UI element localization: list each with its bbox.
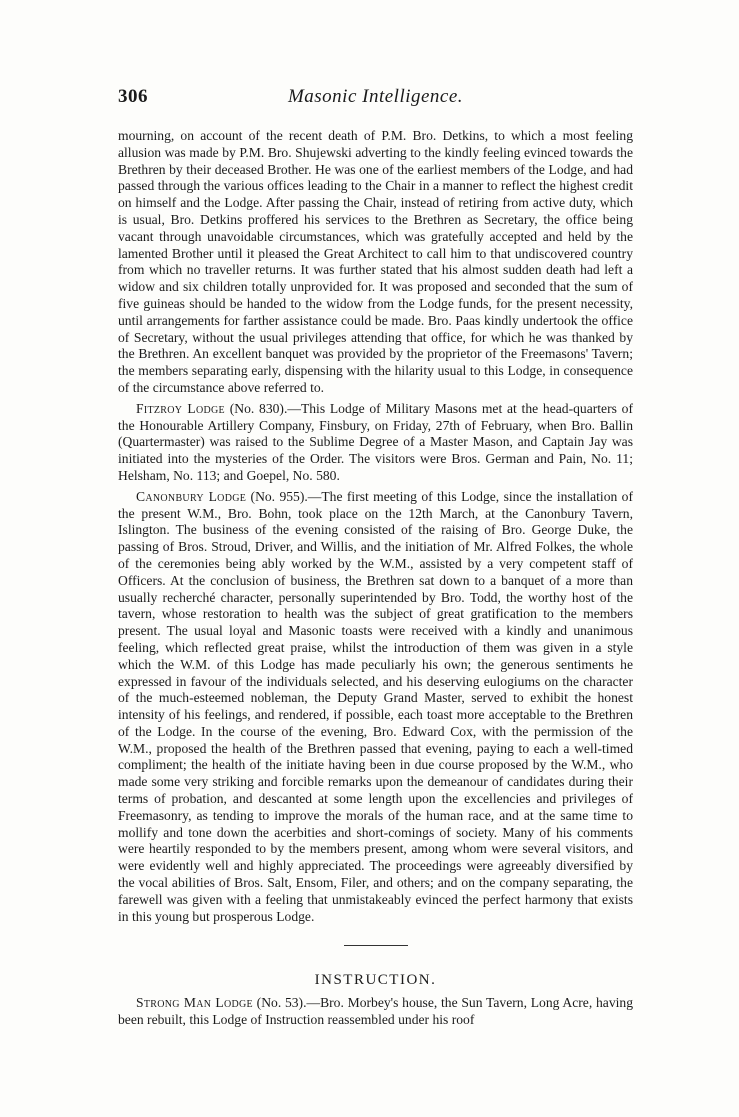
page-number: 306	[118, 86, 148, 107]
section-title: INSTRUCTION.	[314, 972, 437, 989]
paragraph-text: (No. 53).—Bro. Morbey's house, the Sun Tavern, Long Acre, having been rebuilt, this Lodge of Instruction reassembled under his roof	[118, 995, 633, 1028]
article-body	[118, 128, 633, 1033]
paragraph-canonbury-lodge	[118, 489, 633, 926]
page-header	[118, 86, 633, 112]
lodge-name: Fitzroy Lodge	[136, 400, 225, 416]
paragraph-fitzroy-lodge	[118, 401, 633, 485]
paragraph-text: (No. 830).—This Lodge of Military Masons met at the head-quarters of the Honourable Artillery Company, Finsbury, on Friday, 27th of February, when Bro. Ballin (Quartermaster) was raised to the Sublime Degree of a Master Mason, and Captain Jay was initiated into the mysteries of the Order. The visitors were Bros. German and Pain, No. 11; Helsham, No. 113; and Goepel, No. 580.	[118, 400, 633, 483]
paragraph-text: mourning, on account of the recent death of P.M. Bro. Detkins, to which a most feeling allusion was made by P.M. Bro. Shujewski adverting to the kindly feeling evinced towards the Brethren by their deceased Brother. He was one of the earliest members of the Lodge, and had passed through the various offices leading to the Chair in a manner to reflect the highest credit on himself and the Lodge. After passing the Chair, instead of retiring from active duty, which is usual, Bro. Detkins proffered his services to the Brethren as Secretary, the office being vacant through unavoidable circumstances, which was gratefully accepted and held by the lamented Brother until it pleased the Great Architect to call him to that undiscovered country from which no traveller returns. It was further stated that his almost sudden death had left a widow and six children totally unprovided for. It was proposed and seconded that the sum of five guineas should be handed to the widow from the Lodge funds, for the present necessity, until arrangements for farther assistance could be made. Bro. Paas kindly undertook the office of Secretary, without the usual privileges attending that office, for which he was thanked by the Brethren. An excellent banquet was provided by the proprietor of the Freemasons' Tavern; the members separating early, dispensing with the hilarity usual to this Lodge, in consequence of the circumstance above referred to.	[118, 128, 633, 395]
running-title: Masonic Intelligence.	[287, 86, 464, 107]
paragraph-strong-man-lodge	[118, 995, 633, 1029]
section-divider	[344, 945, 408, 946]
paragraph-mourning	[118, 128, 633, 397]
paragraph-text: (No. 955).—The first meeting of this Lodge, since the installation of the present W.M., Bro. Bohn, took place on the 12th March, at the Canonbury Tavern, Islington. The business of the evening consisted of the raising of Bro. George Duke, the passing of Bros. Stroud, Driver, and Willis, and the initiation of Mr. Alfred Folkes, the whole of the ceremonies being ably worked by the W.M., assisted by a very competent staff of Officers. At the conclusion of business, the Brethren sat down to a banquet of a more than usually recherché character, personally superintended by Bro. Todd, the worthy host of the tavern, whose restoration to health was the subject of great gratification to the members present. The usual loyal and Masonic toasts were received with a kindly and unanimous feeling, which reflected great praise, whilst the introduction of them was given in a style which the W.M. of this Lodge has made peculiarly his own; the generous sentiments he expressed in favour of the individuals selected, and his deserving eulogiums on the character of the much-esteemed nobleman, the Deputy Grand Master, served to exhibit the honest intensity of his feelings, and rendered, if possible, each toast more acceptable to the Brethren of the Lodge. In the course of the evening, Bro. Edward Cox, with the permission of the W.M., proposed the health of the Brethren passed that evening, paying to each a well-timed compliment; the health of the initiate having been in due course proposed by the W.M., who made some very striking and forcible remarks upon the demeanour of candidates during their terms of probation, and descanted at some length upon the excellencies and privileges of Freemasonry, as tending to improve the morals of the human race, and at the same time to mollify and tone down the acerbities and short-comings of society. Many of his comments were heartily responded to by the members present, among whom were several visitors, and were evidently well and highly appreciated. The proceedings were agreeably diversified by the vocal abilities of Bros. Salt, Ensom, Filer, and others; and on the company separating, the farewell was given with a feeling that unmistakeably evinced the perfect harmony that exists in this young but prosperous Lodge.	[118, 488, 633, 924]
lodge-name: Canonbury Lodge	[136, 488, 247, 504]
lodge-name: Strong Man Lodge	[136, 995, 253, 1011]
